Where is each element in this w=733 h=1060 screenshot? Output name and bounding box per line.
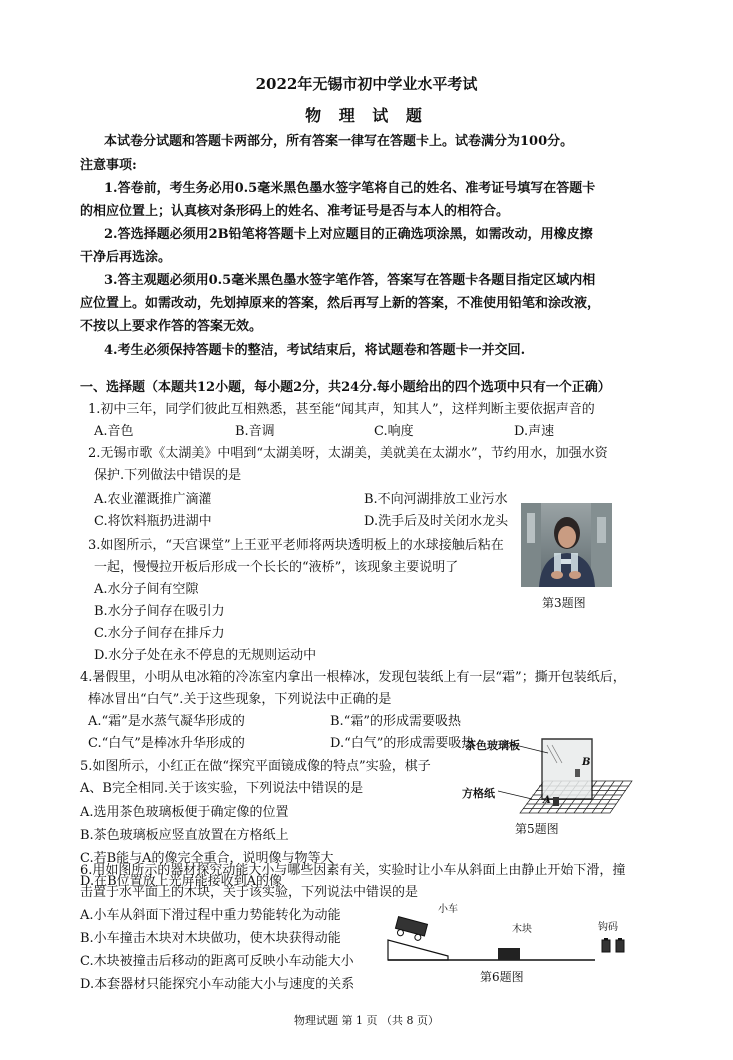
q4-option-a: A.“霜”是水蒸气凝华形成的	[88, 714, 245, 729]
notice-title: 注意事项:	[80, 158, 137, 173]
astronaut-photo-image	[521, 503, 612, 587]
chess-piece-b-shape	[575, 769, 580, 777]
q5-option-d: D.在B位置放上光屏能接收到A的像	[80, 874, 283, 889]
page-footer: 物理试题 第 1 页 （共 8 页）	[294, 1014, 439, 1027]
cart-label: 小车	[438, 904, 458, 915]
block-label: 木块	[512, 924, 532, 935]
q3-option-d: D.水分子处在永不停息的无规则运动中	[94, 648, 317, 663]
glass-label: 茶色玻璃板	[465, 739, 520, 752]
q3-option-b: B.水分子间存在吸引力	[94, 604, 225, 619]
weights-shape	[602, 938, 624, 952]
q5-option-b: B.茶色玻璃板应竖直放置在方格纸上	[80, 828, 289, 843]
q5-stem-line-1: 5.如图所示，小红正在做“探究平面镜成像的特点”实验，棋子	[80, 759, 431, 774]
exam-title: 2022年无锡市初中学业水平考试	[255, 75, 478, 93]
q6-stem-line-1: 6.用如图所示的器材探究动能大小与哪些因素有关，实验时让小车从斜面上由静止开始下滑，撞	[80, 863, 626, 878]
notice-item-1-line-1: 1.答卷前，考生务必用0.5毫米黑色墨水签字笔将自己的姓名、准考证号填写在答题卡	[104, 181, 596, 196]
q2-option-b: B.不向河湖排放工业污水	[364, 492, 508, 507]
wood-block-shape	[498, 948, 520, 960]
subject-title: 物 理 试 题	[305, 106, 428, 125]
q3-option-a: A.水分子间有空隙	[94, 582, 199, 597]
weights-label: 钩码	[598, 922, 618, 933]
q2-option-a: A.农业灌溉推广滴灌	[94, 492, 212, 507]
q6-figure	[380, 898, 640, 962]
q6-option-a: A.小车从斜面下滑过程中重力势能转化为动能	[80, 908, 341, 923]
q5-figure	[462, 733, 642, 825]
q4-option-b: B.“霜”的形成需要吸热	[330, 714, 461, 729]
notice-item-4: 4.考生必须保持答题卡的整洁，考试结束后，将试题卷和答题卡一并交回.	[104, 343, 526, 358]
q5-stem-line-2: A、B完全相同.关于该实验，下列说法中错误的是	[80, 781, 364, 796]
notice-item-2-line-2: 干净后再选涂。	[80, 250, 172, 265]
q6-stem-line-2: 击置于水平面上的木块，关于该实验，下列说法中错误的是	[80, 885, 419, 900]
q2-option-c: C.将饮料瓶扔进湖中	[94, 514, 212, 529]
piece-a-label: A	[543, 795, 551, 806]
incline-shape	[388, 940, 448, 960]
q2-option-d: D.洗手后及时关闭水龙头	[364, 514, 509, 529]
q6-option-b: B.小车撞击木块对木块做功，使木块获得动能	[80, 931, 341, 946]
q5-option-a: A.选用茶色玻璃板便于确定像的位置	[80, 805, 289, 820]
q4-option-c: C.“白气”是棒冰升华形成的	[88, 736, 245, 751]
q3-option-c: C.水分子间存在排斥力	[94, 626, 225, 641]
q4-stem-line-1: 4.暑假里，小明从电冰箱的冷冻室内拿出一根棒冰，发现包装纸上有一层“霜”；撕开包装纸后，	[80, 670, 626, 685]
q2-stem-line-1: 2.无锡市歌《太湖美》中唱到“太湖美呀，太湖美，美就美在太湖水”，节约用水，加强水资	[88, 446, 608, 461]
notice-item-3-line-2: 应位置上。如需改动，先划掉原来的答案，然后再写上新的答案，不准使用铅笔和涂改液，	[80, 296, 601, 311]
q1-option-b: B.音调	[235, 424, 275, 439]
q4-stem-line-2: 棒冰冒出“白气”.关于这些现象，下列说法中正确的是	[88, 692, 392, 707]
notice-item-1-line-2: 的相应位置上；认真核对条形码上的姓名、准考证号是否与本人的相符合。	[80, 204, 510, 219]
grid-label: 方格纸	[462, 787, 495, 800]
q3-caption: 第3题图	[542, 596, 586, 610]
notice-item-3-line-3: 不按以上要求作答的答案无效。	[80, 319, 263, 334]
q3-photo	[521, 503, 612, 587]
notice-item-3-line-1: 3.答主观题必须用0.5毫米黑色墨水签字笔作答，答案写在答题卡各题目指定区域内相	[104, 273, 596, 288]
q1-stem: 1.初中三年，同学们彼此互相熟悉，甚至能“闻其声，知其人”，这样判断主要依据声音的	[88, 402, 595, 417]
q2-stem-line-2: 保护.下列做法中错误的是	[94, 468, 242, 483]
q5-caption: 第5题图	[515, 822, 559, 836]
intro-text: 本试卷分试题和答题卡两部分，所有答案一律写在答题卡上。试卷满分为100分。	[104, 134, 574, 149]
chess-piece-a-shape	[553, 797, 559, 806]
notice-item-2-line-1: 2.答选择题必须用2B铅笔将答题卡上对应题目的正确选项涂黑，如需改动，用橡皮擦	[104, 227, 593, 242]
q1-option-d: D.声速	[514, 424, 555, 439]
q1-option-a: A.音色	[94, 424, 134, 439]
q6-caption: 第6题图	[480, 970, 524, 984]
glass-plate-shape	[542, 739, 592, 799]
piece-b-label: B	[582, 757, 591, 768]
q3-stem-line-1: 3.如图所示，“天宫课堂”上王亚平老师将两块透明板上的水球接触后粘在	[88, 538, 504, 553]
q5-option-c: C.若B能与A的像完全重合，说明像与物等大	[80, 851, 334, 866]
q3-stem-line-2: 一起，慢慢拉开板后形成一个长长的“液桥”，该现象主要说明了	[94, 560, 459, 575]
q1-option-c: C.响度	[374, 424, 414, 439]
q6-option-d: D.本套器材只能探究小车动能大小与速度的关系	[80, 977, 355, 992]
cart-shape	[394, 917, 428, 942]
q4-option-d: D.“白气”的形成需要吸热	[330, 736, 475, 751]
q6-option-c: C.木块被撞击后移动的距离可反映小车动能大小	[80, 954, 354, 969]
section-heading: 一、选择题（本题共12小题，每小题2分，共24分.每小题给出的四个选项中只有一个正确）	[80, 380, 611, 395]
